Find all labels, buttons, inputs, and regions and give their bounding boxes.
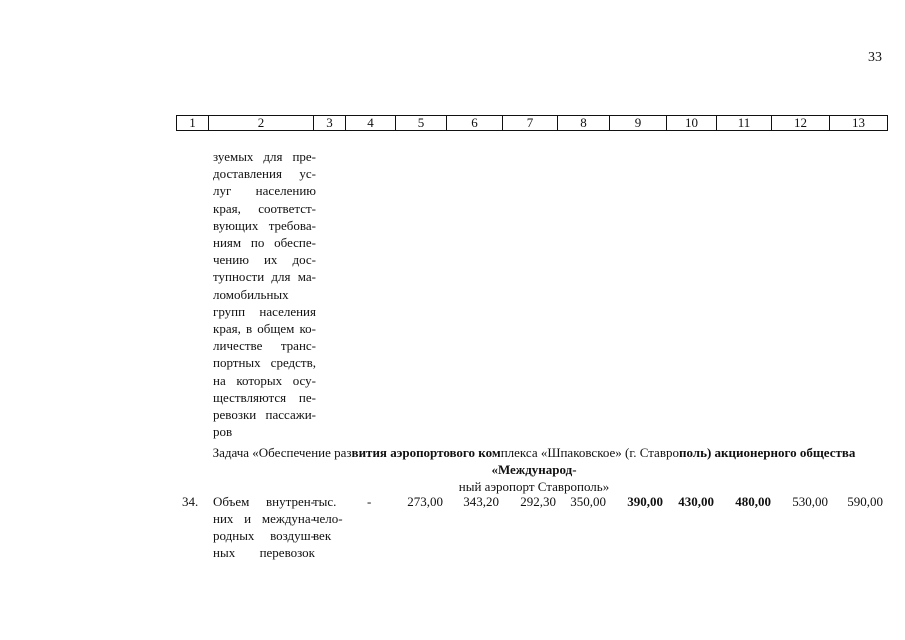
column-number: 3 <box>314 116 346 131</box>
task-heading-part: Задача «Обеспечение раз <box>212 445 352 460</box>
task-heading <box>184 444 884 495</box>
value-cell: 530,00 <box>792 494 828 509</box>
value-cell: 292,30 <box>520 494 556 509</box>
column-number: 10 <box>667 116 717 131</box>
task-heading-line-2: ный аэропорт Ставрополь» <box>458 479 610 494</box>
column-number: 12 <box>772 116 830 131</box>
text-line: ществляются пе- <box>213 389 316 405</box>
text-line: ревозки пассажи- <box>213 407 316 423</box>
text-line: доставления ус- <box>213 166 316 182</box>
text-line: тыс. <box>313 494 337 509</box>
text-line: на которых осу- <box>213 372 316 388</box>
column-number: 1 <box>177 116 209 131</box>
text-line: чело- <box>313 511 343 526</box>
column-number: 8 <box>558 116 610 131</box>
page-number: 33 <box>868 50 882 65</box>
column-number: 9 <box>610 116 667 131</box>
text-line: ломобильных <box>213 286 289 302</box>
value-cell: 430,00 <box>678 494 714 509</box>
text-line: Объем внутрен- <box>213 494 315 509</box>
value-cell: 390,00 <box>627 494 663 509</box>
column-number: 2 <box>209 116 314 131</box>
text-line: луг населению <box>213 183 316 199</box>
column-4-value: - <box>367 494 372 509</box>
text-line: них и междуна- <box>213 511 315 526</box>
indicator-name <box>213 493 315 561</box>
task-heading-part: плекса «Шпаковское» (г. Ставро <box>500 445 679 460</box>
column-number-header <box>176 115 888 131</box>
column-number: 6 <box>447 116 503 131</box>
text-line: вующих требова- <box>213 217 316 233</box>
text-line: чению их дос- <box>213 252 316 268</box>
column-number: 11 <box>717 116 772 131</box>
value-cell: 273,00 <box>407 494 443 509</box>
value-cell: 590,00 <box>847 494 883 509</box>
column-number: 13 <box>830 116 888 131</box>
text-line: ров <box>213 424 233 440</box>
text-line: тупности для ма- <box>213 269 316 285</box>
value-cell: 350,00 <box>570 494 606 509</box>
column-number: 7 <box>503 116 558 131</box>
text-line: ниям по обеспе- <box>213 235 316 251</box>
text-line: групп населения <box>213 303 316 319</box>
value-cell: 343,20 <box>463 494 499 509</box>
value-cell: 480,00 <box>735 494 771 509</box>
continued-indicator-text <box>213 148 316 440</box>
unit-of-measure <box>313 493 353 544</box>
text-line: края, соответст- <box>213 200 316 216</box>
text-line: края, в общем ко- <box>213 321 316 337</box>
text-line: ных перевозок <box>213 545 315 560</box>
task-heading-part: поль) акционерного общества «Международ- <box>491 445 856 477</box>
text-line: родных воздуш- <box>213 528 315 543</box>
row-number: 34. <box>182 494 199 509</box>
task-heading-part: вития аэропортового ком <box>351 445 501 460</box>
column-number: 4 <box>346 116 396 131</box>
task-heading-line-1 <box>184 444 884 478</box>
column-number: 5 <box>396 116 447 131</box>
text-line: век <box>313 528 332 543</box>
text-line: личестве транс- <box>213 338 316 354</box>
text-line: зуемых для пре- <box>213 149 316 164</box>
text-line: портных средств, <box>213 355 316 371</box>
